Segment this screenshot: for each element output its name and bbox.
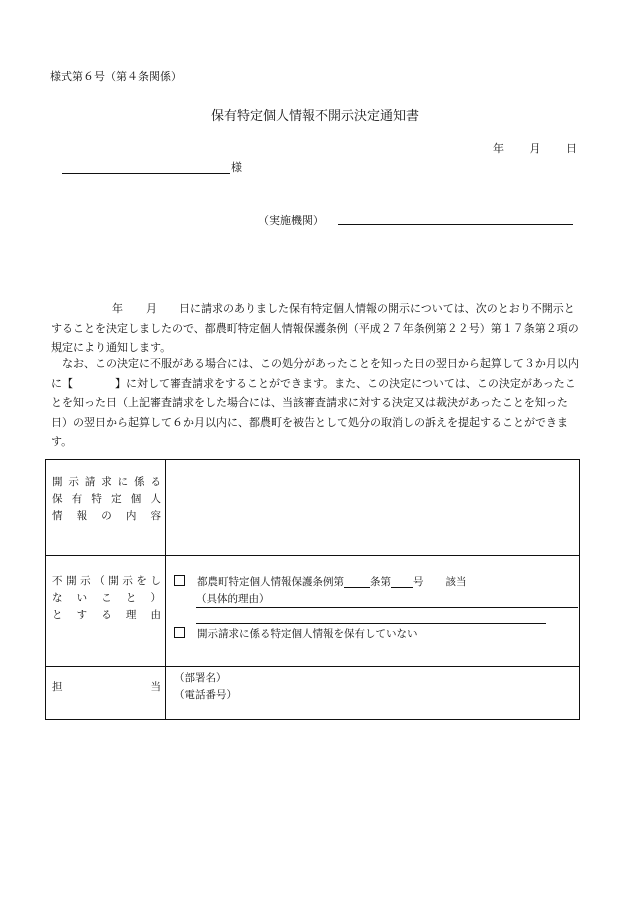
- department-label: （部署名）: [174, 672, 227, 684]
- paragraph-number-blank[interactable]: [391, 575, 413, 588]
- agency-label: （実施機関）: [258, 214, 324, 227]
- table-row: [46, 667, 580, 720]
- specific-reason-row[interactable]: [196, 591, 578, 608]
- checkbox-icon[interactable]: [174, 627, 185, 638]
- specific-reason-label: （具体的理由）: [196, 593, 270, 605]
- notice-text: 日に請求のありました保有特定個人情報の開示については、次のとおり不開示とすることを決定しましたので、都農町特定個人情報保護条例（平成２７年条例第２２号）第１７条第２項の規定により通知します。: [51, 302, 579, 354]
- contact-field: [166, 667, 580, 720]
- option-not-held-row: 開示請求に係る特定個人情報を保有していない: [174, 626, 578, 643]
- contact-label: 担 当: [46, 667, 166, 720]
- notice-paragraph-2: [51, 354, 580, 452]
- form-number: 様式第６号（第４条関係）: [50, 70, 182, 83]
- appeal-text-b: 】に対して審査請求をすることができます。また、この決定については、この決定があったことを知った日（上記審査請求をした場合には、当該審査請求に対する決定又は裁決があったことを知った日）の翌日から起算して６か月以内に、都農町を被告として処分の取消しの訴えを提起することができます。: [51, 376, 576, 448]
- phone-label: （電話番号）: [174, 689, 237, 701]
- table-row: [46, 556, 580, 667]
- notice-month: 月: [146, 302, 157, 315]
- request-content-field[interactable]: [166, 460, 580, 556]
- document-title: 保有特定個人情報不開示決定通知書: [210, 109, 419, 124]
- date-line: [493, 140, 577, 156]
- date-day: 日: [566, 142, 577, 155]
- agency-name-line[interactable]: [338, 224, 573, 225]
- date-year: 年: [493, 142, 504, 155]
- recipient-honorific: 様: [231, 161, 242, 174]
- date-month: 月: [529, 142, 541, 155]
- notice-form-table: [45, 459, 580, 720]
- notice-year: 年: [112, 302, 123, 315]
- reason-field: [166, 556, 580, 667]
- appeal-text-a: なお、この決定に不服がある場合には、この処分があったことを知った日の翌日から起算して３か月以内に【: [51, 357, 579, 390]
- recipient-name-line[interactable]: [62, 173, 230, 174]
- notice-paragraph-1: [51, 299, 580, 358]
- reason-label: 不開示（開示をし ないこと） とする理由: [46, 556, 166, 667]
- option-article-row: 都農町特定個人情報保護条例第 条第 号 該当: [174, 574, 578, 591]
- request-content-label: 開示請求に係る 保有特定個人 情報の内容: [46, 460, 166, 556]
- article-number-blank[interactable]: [344, 575, 370, 588]
- checkbox-icon[interactable]: [174, 575, 185, 586]
- specific-reason-line-2[interactable]: [196, 608, 546, 624]
- table-row: [46, 460, 580, 556]
